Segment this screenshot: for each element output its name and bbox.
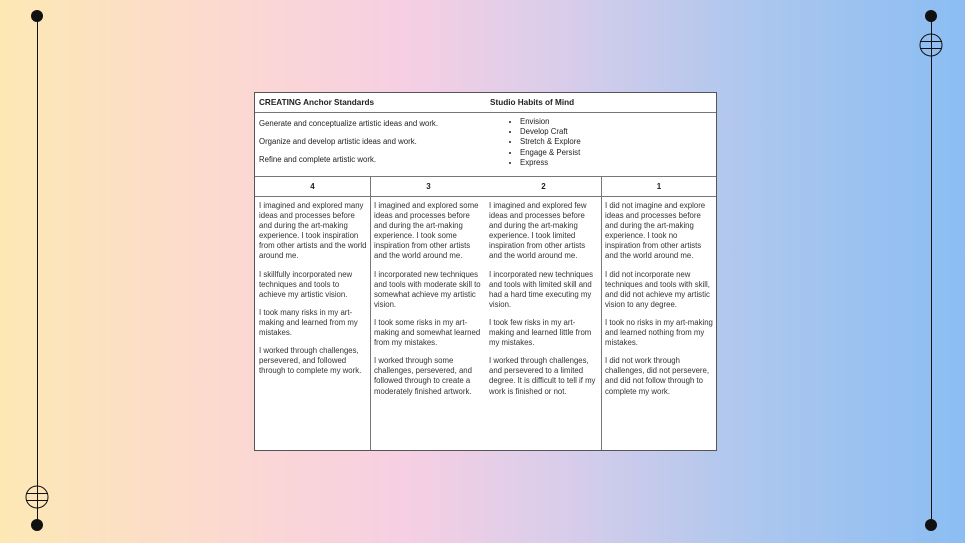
standard-item: Generate and conceptualize artistic ideas and work. — [259, 119, 438, 128]
rubric-paragraph: I did not incorporate new techniques and tools with skill, and did not achieve my artistic vision to any degree. — [605, 269, 710, 309]
standards-header-row — [255, 93, 716, 113]
right-rings-icon — [918, 32, 944, 58]
left-bottom-dot — [31, 519, 43, 531]
left-top-dot — [31, 10, 43, 22]
rubric-card — [254, 92, 717, 451]
rubric-column-1 — [605, 201, 713, 405]
rubric-column-4 — [259, 201, 367, 384]
right-decor-line — [931, 18, 932, 526]
rubric-paragraph: I incorporated new techniques and tools with limited skill and had a hard time executing my vision. — [489, 269, 594, 309]
rubric-paragraph: I took many risks in my art-making and learned from my mistakes. — [259, 307, 358, 338]
column-divider — [601, 177, 602, 450]
rubric-paragraph: I took no risks in my art-making and learned nothing from my mistakes. — [605, 317, 713, 348]
rubric-paragraph: I imagined and explored some ideas and processes before and during the art-making experience. I took some inspiration from other artists and the world around me. — [374, 201, 479, 261]
rubric-column-3 — [374, 201, 482, 405]
score-header-4: 4 — [310, 182, 315, 191]
standard-item: Refine and complete artistic work. — [259, 155, 377, 164]
rubric-score-header — [255, 177, 716, 197]
score-header-1: 1 — [656, 182, 662, 191]
rubric-paragraph: I worked through challenges, persevered, and followed through to complete my work. — [259, 346, 362, 376]
right-bottom-dot — [925, 519, 937, 531]
standards-title: CREATING Anchor Standards — [259, 98, 375, 107]
rubric-paragraph: I skillfully incorporated new techniques and tools to achieve my artistic vision. — [259, 269, 353, 299]
rubric-paragraph: I did not imagine and explore ideas and processes before and during the art-making experience. I took no inspiration from other artists and the world around me. — [605, 201, 706, 261]
score-header-3: 3 — [426, 182, 431, 191]
habits-title: Studio Habits of Mind — [490, 98, 575, 107]
left-rings-icon — [24, 484, 50, 510]
rubric-paragraph: I worked through some challenges, persevered, and followed through to create a moderately finished artwork. — [374, 356, 472, 396]
column-divider — [370, 177, 371, 450]
rubric-paragraph: I incorporated new techniques and tools with moderate skill to somewhat achieve my artistic vision. — [374, 269, 481, 309]
habit-item: • Stretch & Explore — [520, 137, 581, 147]
score-header-2: 2 — [541, 182, 546, 191]
rubric-paragraph: I did not work through challenges, did not persevere, and did not follow through to complete my work. — [605, 356, 710, 396]
rubric-paragraph: I took some risks in my art-making and somewhat learned from my mistakes. — [374, 317, 481, 348]
standard-item: Organize and develop artistic ideas and work. — [259, 137, 417, 146]
rubric-paragraph: I imagined and explored many ideas and processes before and during the art-making experience. I took inspiration from other artists and the world around me. — [259, 201, 367, 261]
habit-item: • Envision — [520, 117, 581, 127]
right-top-dot — [925, 10, 937, 22]
habit-item: • Develop Craft — [520, 127, 581, 137]
left-decor-line — [37, 18, 38, 526]
rubric-paragraph: I imagined and explored few ideas and processes before and during the art-making experience. I took limited inspiration from other artists and the world around me. — [489, 201, 587, 261]
standards-body-row — [255, 113, 716, 177]
habit-item: • Engage & Persist — [520, 148, 581, 158]
rubric-paragraph: I worked through challenges, and persevered to a limited degree. It is difficult to tell if my work is finished or not. — [489, 356, 596, 396]
rubric-column-2 — [489, 201, 598, 405]
rubric-paragraph: I took few risks in my art-making and learned little from my mistakes. — [489, 317, 592, 348]
habit-item: • Express — [520, 158, 581, 168]
habits-list — [505, 117, 581, 168]
